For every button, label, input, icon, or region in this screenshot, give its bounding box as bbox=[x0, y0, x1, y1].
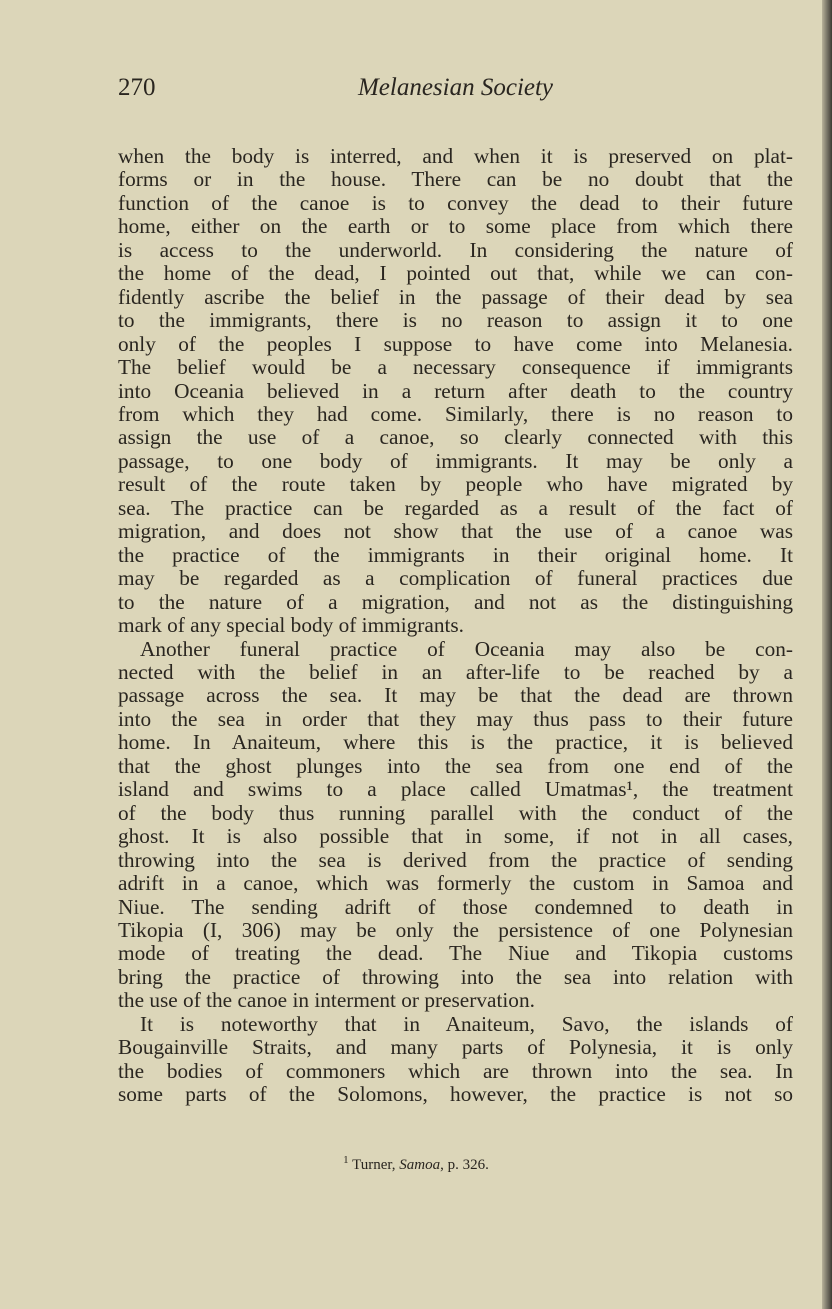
text-line: adrift in a canoe, which was formerly the custom in Samoa and bbox=[118, 871, 793, 896]
text-line: into Oceania believed in a return after death to the country bbox=[118, 378, 793, 403]
footnote-author: Turner, bbox=[352, 1157, 396, 1173]
text-line: island and swims to a place called Umatmas¹, the treatment bbox=[118, 777, 793, 802]
text-line: passage, to one body of immigrants. It may be only a bbox=[118, 448, 793, 473]
text-line: function of the canoe is to convey the dead to their future bbox=[118, 190, 793, 215]
text-line: into the sea in order that they may thus pass to their future bbox=[118, 706, 793, 731]
page-header bbox=[118, 74, 793, 108]
text-line: assign the use of a canoe, so clearly connected with this bbox=[118, 425, 793, 450]
page-edge-shadow bbox=[822, 0, 832, 1309]
paragraph bbox=[118, 145, 793, 638]
text-line: is access to the underworld. In considering the nature of bbox=[118, 237, 793, 262]
text-line: the bodies of commoners which are thrown into the sea. In bbox=[118, 1058, 793, 1083]
text-line: forms or in the house. There can be no doubt that the bbox=[118, 167, 793, 192]
text-line: Another funeral practice of Oceania may also be con- bbox=[140, 636, 793, 661]
text-line: ghost. It is also possible that in some, if not in all cases, bbox=[118, 824, 793, 849]
text-line: Niue. The sending adrift of those condemned to death in bbox=[118, 894, 793, 919]
paragraph bbox=[118, 1013, 793, 1107]
text-line: only of the peoples I suppose to have come into Melanesia. bbox=[118, 331, 793, 356]
text-line: the practice of the immigrants in their original home. It bbox=[118, 542, 793, 567]
footnote-title: Samoa bbox=[399, 1157, 441, 1173]
text-line: bring the practice of throwing into the sea into relation with bbox=[118, 964, 793, 989]
text-line: from which they had come. Similarly, there is no reason to bbox=[118, 401, 793, 426]
text-line: the home of the dead, I pointed out that, while we can con- bbox=[118, 261, 793, 286]
text-line: passage across the sea. It may be that the dead are thrown bbox=[118, 683, 793, 708]
running-title: Melanesian Society bbox=[357, 74, 554, 101]
footnote-page: , p. 326. bbox=[440, 1157, 489, 1173]
text-line: of the body thus running parallel with the conduct of the bbox=[118, 800, 793, 825]
text-line: migration, and does not show that the use of a canoe was bbox=[118, 519, 793, 544]
text-line: The belief would be a necessary consequence if immigrants bbox=[118, 355, 793, 380]
text-line: fidently ascribe the belief in the passage of their dead by sea bbox=[118, 284, 793, 309]
text-line: nected with the belief in an after-life to be reached by a bbox=[118, 659, 793, 684]
footnote-marker: 1 bbox=[343, 1154, 349, 1166]
text-line: Tikopia (I, 306) may be only the persistence of one Polynesian bbox=[118, 917, 793, 942]
text-line: It is noteworthy that in Anaiteum, Savo, the islands of bbox=[140, 1011, 793, 1036]
text-line: home, either on the earth or to some place from which there bbox=[118, 214, 793, 239]
text-line: sea. The practice can be regarded as a result of the fact of bbox=[118, 495, 793, 520]
text-line: to the nature of a migration, and not as the distinguishing bbox=[118, 589, 793, 614]
text-line: throwing into the sea is derived from the practice of sending bbox=[118, 847, 793, 872]
text-line: when the body is interred, and when it is preserved on plat- bbox=[118, 144, 793, 168]
text-line: Bougainville Straits, and many parts of Polynesia, it is only bbox=[118, 1035, 793, 1060]
text-line: home. In Anaiteum, where this is the practice, it is believed bbox=[118, 730, 793, 755]
text-line: the use of the canoe in interment or preservation. bbox=[118, 988, 535, 1013]
text-line: mark of any special body of immigrants. bbox=[118, 613, 464, 638]
text-line: mode of treating the dead. The Niue and Tikopia customs bbox=[118, 941, 793, 966]
paragraph bbox=[118, 638, 793, 1013]
text-line: that the ghost plunges into the sea from one end of the bbox=[118, 753, 793, 778]
text-line: to the immigrants, there is no reason to assign it to one bbox=[118, 308, 793, 333]
footnote bbox=[0, 1154, 832, 1174]
text-line: some parts of the Solomons, however, the practice is not so bbox=[118, 1082, 793, 1107]
text-line: may be regarded as a complication of funeral practices due bbox=[118, 566, 793, 591]
page-number: 270 bbox=[118, 74, 156, 101]
body-text bbox=[118, 145, 793, 1107]
text-line: result of the route taken by people who have migrated by bbox=[118, 472, 793, 497]
